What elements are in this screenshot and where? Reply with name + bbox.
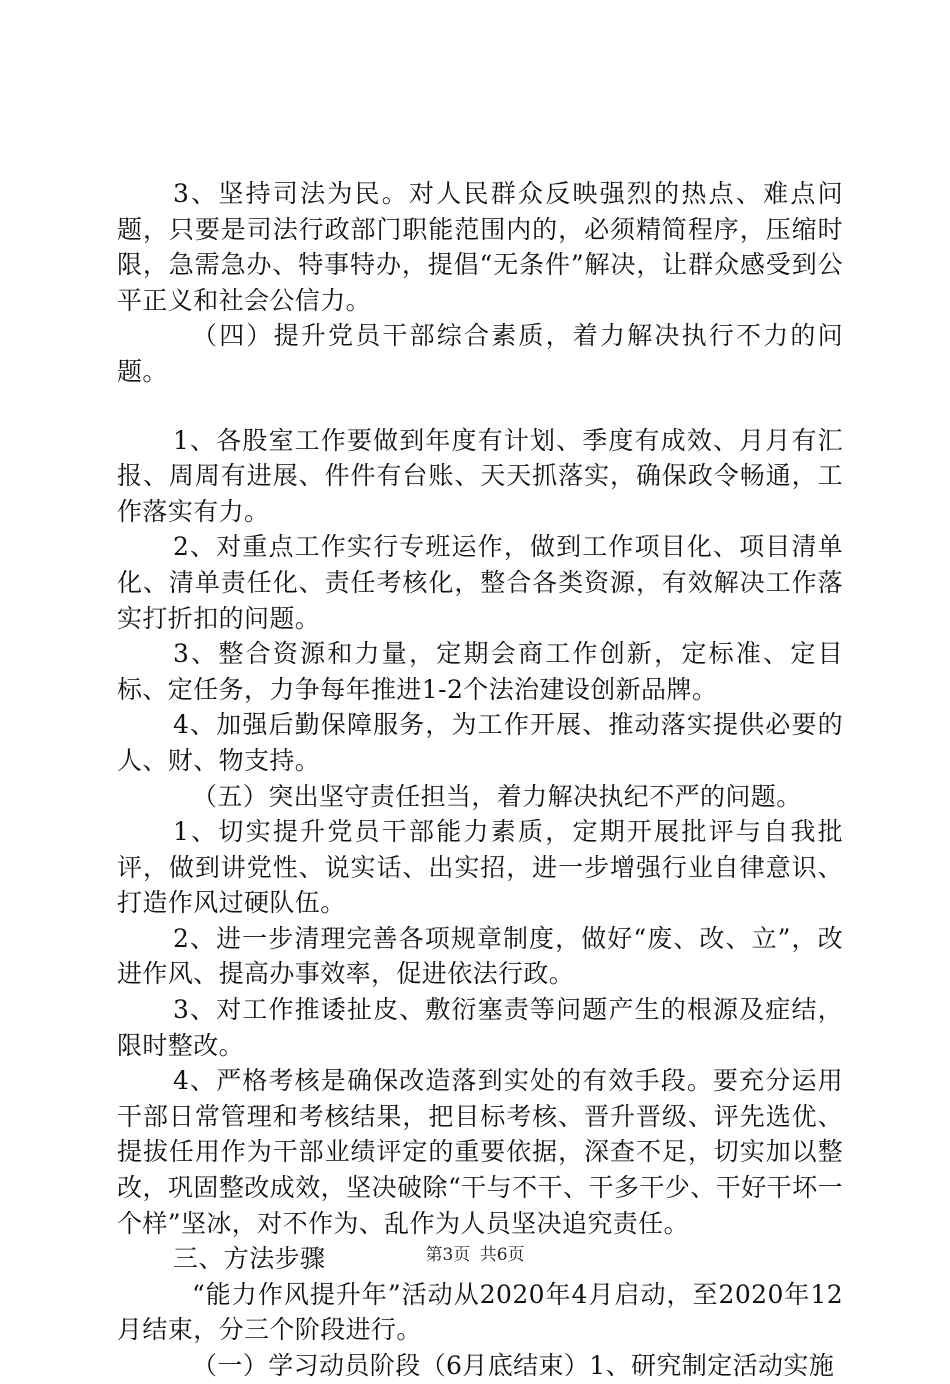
section-heading-five: （五）突出坚守责任担当，着力解决执纪不严的问题。 [192,781,802,811]
paragraph-justice-for-people: 3、坚持司法为民。对人民群众反映强烈的热点、难点问题，只要是司法行政部门职能范围内的，必须精简程序，压缩时限，急需急办、特事特办，提倡“无条件”解决，让群众感受到公平正义和社会公信力。 [117,179,843,315]
page-footer [0,1240,950,1265]
section-heading-four: （四）提升党员干部综合素质，着力解决执行不力的问题。 [117,321,843,386]
paragraph-item: 4、加强后勤保障服务，为工作开展、推动落实提供必要的人、财、物支持。 [117,710,843,775]
page-number: 第3页 [425,1245,471,1265]
paragraph-item: 1、各股室工作要做到年度有计划、季度有成效、月月有汇报、周周有进展、件件有台账、天天抓落实，确保政令畅通，工作落实有力。 [117,425,843,526]
paragraph-item: 4、严格考核是确保改造落到实处的有效手段。要充分运用干部日常管理和考核结果，把目标考核、晋升晋级、评先选优、提拔任用作为干部业绩评定的重要依据，深查不足，切实加以整改，巩固整改成效，坚决破除“干与不干、干多干少、干好干坏一个样”坚冰，对不作为、乱作为人员坚决追究责任。 [117,1066,843,1238]
paragraph-item: 3、对工作推诿扯皮、敷衍塞责等问题产生的根源及症结，限时整改。 [117,995,843,1060]
paragraph-item: 2、对重点工作实行专班运作，做到工作项目化、项目清单化、清单责任化、责任考核化，整合各类资源，有效解决工作落实打折扣的问题。 [117,532,843,633]
paragraph-item: 1、切实提升党员干部能力素质，定期开展批评与自我批评，做到讲党性、说实话、出实招，进一步增强行业自律意识、打造作风过硬队伍。 [117,817,843,918]
page-total: 共6页 [479,1245,525,1265]
document-body [117,176,843,1384]
paragraph-item: 3、整合资源和力量，定期会商工作创新，定标准、定目标、定任务，力争每年推进1-2个法治建设创新品牌。 [117,639,843,704]
paragraph-item: 2、进一步清理完善各项规章制度，做好“废、改、立”，改进作风、提高办事效率，促进依法行政。 [117,923,843,989]
section-heading-stage-one: （一）学习动员阶段（6月底结束）1、研究制定活动实施 [192,1351,835,1380]
paragraph-activity-schedule: “能力作风提升年”活动从2020年4月启动，至2020年12月结束，分三个阶段进行。 [117,1279,843,1345]
section-heading-methods: 三、方法步骤 [173,1244,326,1274]
